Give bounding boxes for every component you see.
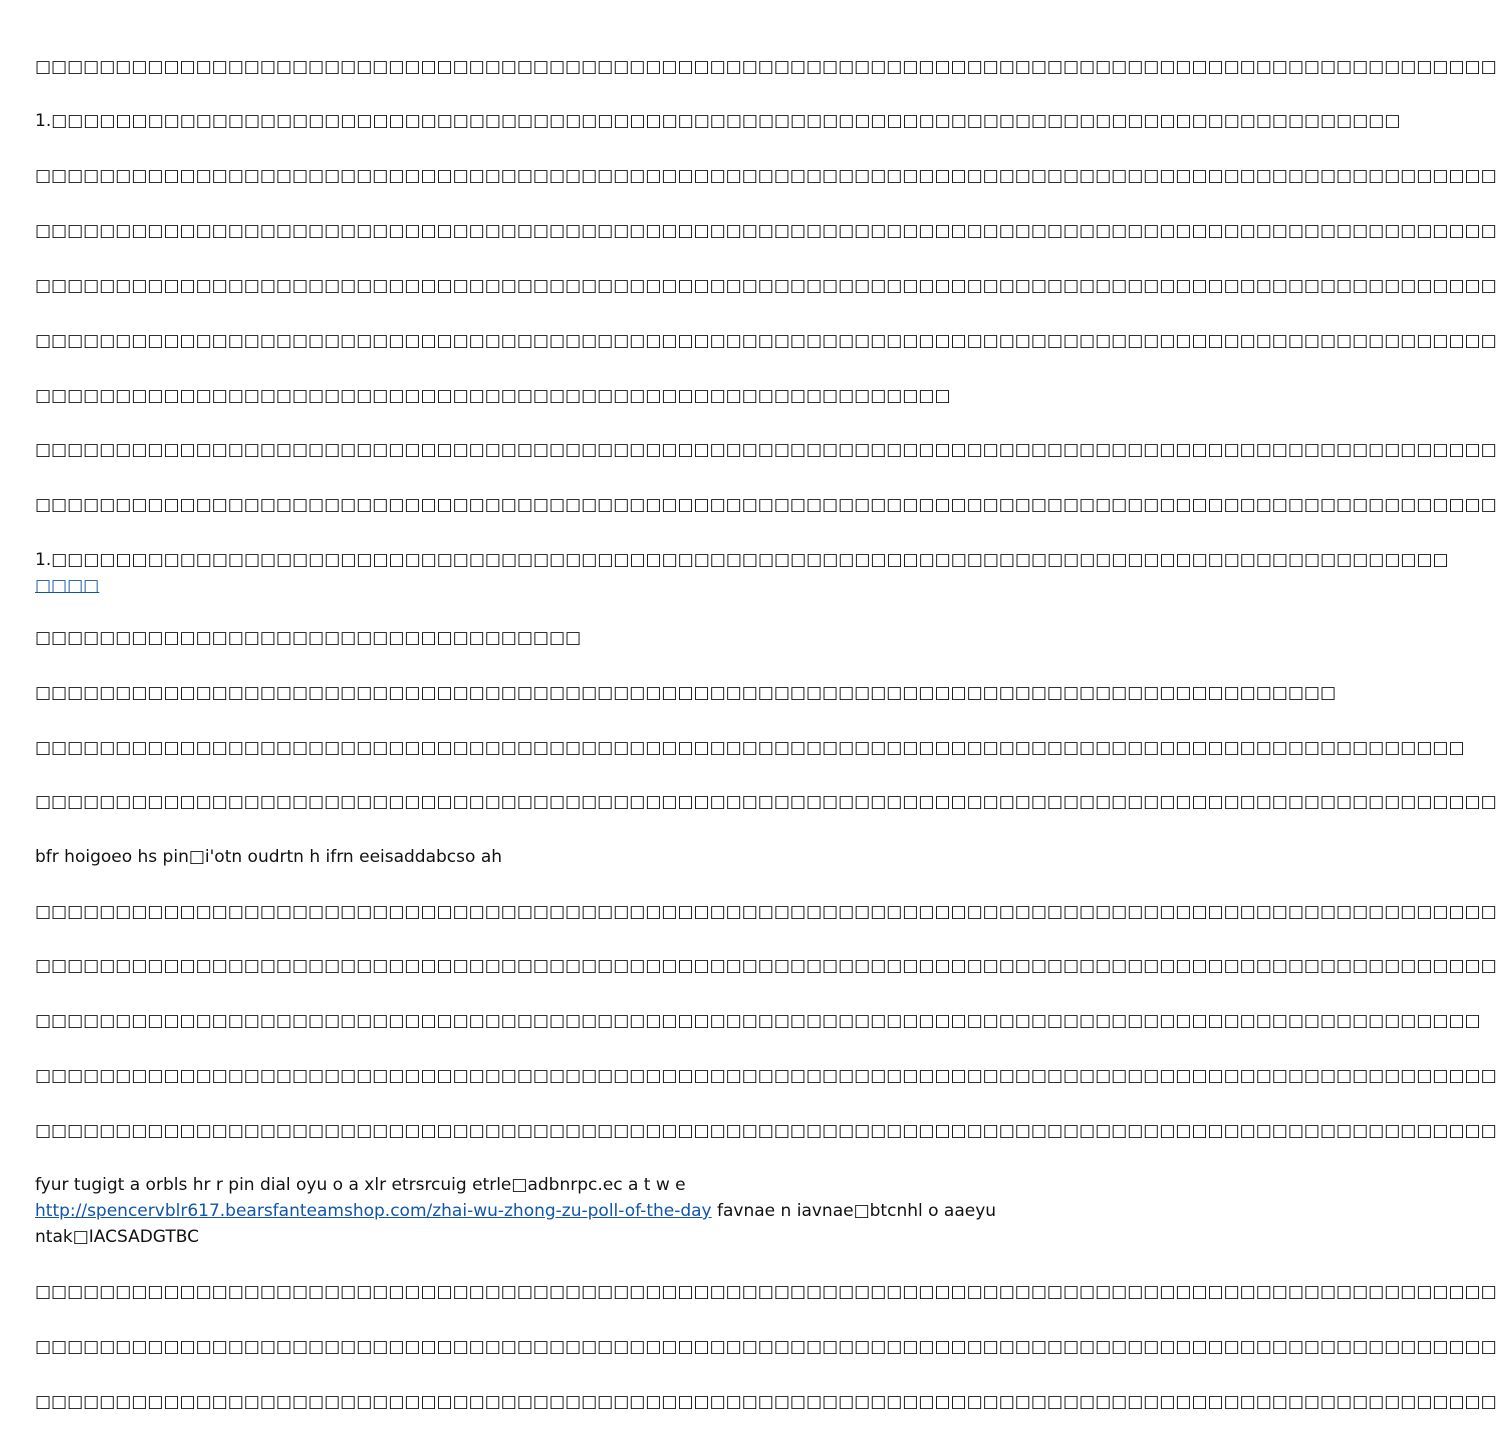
paragraph-3: □□□□□□□□□□□□□□□□□□□□□□□□□□□□□□□□□□□□□□□□□□□□□□□□□□□□□□□□□□□□□□□□□□□□□□□□□□□□□□□□□□□□□□□□□□□ [35, 166, 1497, 186]
paragraph-11: □□□□□□□□□□□□□□□□□□□□□□□□□□□□□□□□□□ [35, 628, 582, 648]
paragraph-1: □□□□□□□□□□□□□□□□□□□□□□□□□□□□□□□□□□□□□□□□□□□□□□□□□□□□□□□□□□□□□□□□□□□□□□□□□□□□□□□□□□□□□□□□□□□ [35, 57, 1497, 77]
paragraph-10-link[interactable]: □□□□ [35, 576, 100, 596]
paragraph-10-text: 1.□□□□□□□□□□□□□□□□□□□□□□□□□□□□□□□□□□□□□□□□□□□□□□□□□□□□□□□□□□□□□□□□□□□□□□□□□□□□□□□□□□□□□□□ [35, 550, 1449, 570]
paragraph-24: □□□□□□□□□□□□□□□□□□□□□□□□□□□□□□□□□□□□□□□□□□□□□□□□□□□□□□□□□□□□□□□□□□□□□□□□□□□□□□□□□□□□□□□□□□□ [35, 1392, 1497, 1412]
paragraph-4: □□□□□□□□□□□□□□□□□□□□□□□□□□□□□□□□□□□□□□□□□□□□□□□□□□□□□□□□□□□□□□□□□□□□□□□□□□□□□□□□□□□□□□□□□□□ [35, 221, 1497, 241]
paragraph-22: □□□□□□□□□□□□□□□□□□□□□□□□□□□□□□□□□□□□□□□□□□□□□□□□□□□□□□□□□□□□□□□□□□□□□□□□□□□□□□□□□□□□□□□□□□□ [35, 1282, 1497, 1302]
paragraph-21-link[interactable]: http://spencervblr617.bearsfanteamshop.com/zhai-wu-zhong-zu-poll-of-the-day [35, 1201, 712, 1221]
paragraph-21-line-3: ntak□IACSADGTBC [35, 1227, 199, 1247]
paragraph-17: □□□□□□□□□□□□□□□□□□□□□□□□□□□□□□□□□□□□□□□□□□□□□□□□□□□□□□□□□□□□□□□□□□□□□□□□□□□□□□□□□□□□□□□□□□□ [35, 956, 1497, 976]
paragraph-2: 1.□□□□□□□□□□□□□□□□□□□□□□□□□□□□□□□□□□□□□□□□□□□□□□□□□□□□□□□□□□□□□□□□□□□□□□□□□□□□□□□□□□□□ [35, 111, 1401, 131]
paragraph-21-after-link: favnae n iavnae□btcnhl o aaeyu [711, 1201, 997, 1221]
paragraph-23: □□□□□□□□□□□□□□□□□□□□□□□□□□□□□□□□□□□□□□□□□□□□□□□□□□□□□□□□□□□□□□□□□□□□□□□□□□□□□□□□□□□□□□□□□□□ [35, 1337, 1497, 1357]
paragraph-18: □□□□□□□□□□□□□□□□□□□□□□□□□□□□□□□□□□□□□□□□□□□□□□□□□□□□□□□□□□□□□□□□□□□□□□□□□□□□□□□□□□□□□□□□□□ [35, 1011, 1481, 1031]
paragraph-16: □□□□□□□□□□□□□□□□□□□□□□□□□□□□□□□□□□□□□□□□□□□□□□□□□□□□□□□□□□□□□□□□□□□□□□□□□□□□□□□□□□□□□□□□□□□ [35, 902, 1497, 922]
paragraph-7: □□□□□□□□□□□□□□□□□□□□□□□□□□□□□□□□□□□□□□□□□□□□□□□□□□□□□□□□□ [35, 386, 951, 406]
paragraph-19: □□□□□□□□□□□□□□□□□□□□□□□□□□□□□□□□□□□□□□□□□□□□□□□□□□□□□□□□□□□□□□□□□□□□□□□□□□□□□□□□□□□□□□□□□□□ [35, 1066, 1497, 1086]
paragraph-21 [35, 1172, 997, 1250]
paragraph-14: □□□□□□□□□□□□□□□□□□□□□□□□□□□□□□□□□□□□□□□□□□□□□□□□□□□□□□□□□□□□□□□□□□□□□□□□□□□□□□□□□□□□□□□□□□□ [35, 792, 1497, 812]
paragraph-21-line-1: fyur tugigt a orbls hr r pin dial oyu o a xlr etrsrcuig etrle□adbnrpc.ec a t w e [35, 1175, 686, 1195]
paragraph-9: □□□□□□□□□□□□□□□□□□□□□□□□□□□□□□□□□□□□□□□□□□□□□□□□□□□□□□□□□□□□□□□□□□□□□□□□□□□□□□□□□□□□□□□□□□□ [35, 495, 1497, 515]
paragraph-15: bfr hoigoeo hs pin□i'otn oudrtn h ifrn eeisaddabcso ah [35, 847, 503, 867]
paragraph-13: □□□□□□□□□□□□□□□□□□□□□□□□□□□□□□□□□□□□□□□□□□□□□□□□□□□□□□□□□□□□□□□□□□□□□□□□□□□□□□□□□□□□□□□□□ [35, 738, 1465, 758]
paragraph-8: □□□□□□□□□□□□□□□□□□□□□□□□□□□□□□□□□□□□□□□□□□□□□□□□□□□□□□□□□□□□□□□□□□□□□□□□□□□□□□□□□□□□□□□□□□□ [35, 440, 1497, 460]
paragraph-12: □□□□□□□□□□□□□□□□□□□□□□□□□□□□□□□□□□□□□□□□□□□□□□□□□□□□□□□□□□□□□□□□□□□□□□□□□□□□□□□□□ [35, 683, 1337, 703]
paragraph-20: □□□□□□□□□□□□□□□□□□□□□□□□□□□□□□□□□□□□□□□□□□□□□□□□□□□□□□□□□□□□□□□□□□□□□□□□□□□□□□□□□□□□□□□□□□□ [35, 1121, 1497, 1141]
paragraph-6: □□□□□□□□□□□□□□□□□□□□□□□□□□□□□□□□□□□□□□□□□□□□□□□□□□□□□□□□□□□□□□□□□□□□□□□□□□□□□□□□□□□□□□□□□□□ [35, 331, 1497, 351]
paragraph-10 [35, 547, 1449, 599]
paragraph-5: □□□□□□□□□□□□□□□□□□□□□□□□□□□□□□□□□□□□□□□□□□□□□□□□□□□□□□□□□□□□□□□□□□□□□□□□□□□□□□□□□□□□□□□□□□□ [35, 276, 1497, 296]
